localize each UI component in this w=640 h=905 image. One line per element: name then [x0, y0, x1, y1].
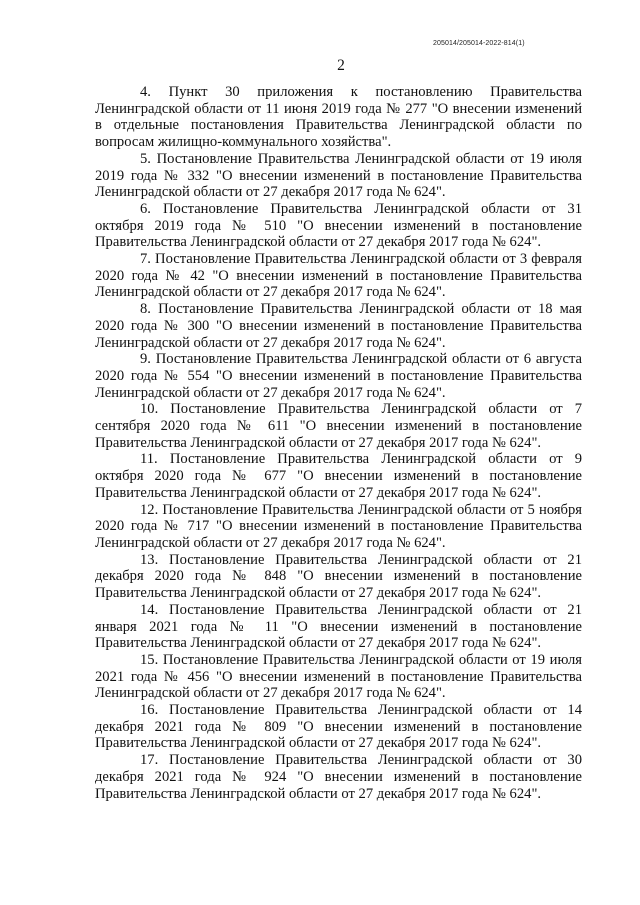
list-item: 11. Постановление Правительства Ленинградской области от 9 октября 2020 года № 677 "О внесении изменений в постановление Правительства Ленинградской области от 27 декабря 2017 года № 624".	[95, 451, 582, 501]
page-number: 2	[337, 57, 345, 74]
list-item: 16. Постановление Правительства Ленинградской области от 14 декабря 2021 года № 809 "О внесении изменений в постановление Правительства Ленинградской области от 27 декабря 2017 года № 624".	[95, 702, 582, 752]
list-item: 4. Пункт 30 приложения к постановлению Правительства Ленинградской области от 11 июня 2019 года № 277 "О внесении изменений в отдельные постановления Правительства Ленинградской области по вопросам жилищно-коммунального хозяйства".	[95, 84, 582, 151]
list-item: 15. Постановление Правительства Ленинградской области от 19 июля 2021 года № 456 "О внесении изменений в постановление Правительства Ленинградской области от 27 декабря 2017 года № 624".	[95, 651, 582, 702]
list-item: 9. Постановление Правительства Ленинградской области от 6 августа 2020 года № 554 "О внесении изменений в постановление Правительства Ленинградской области от 27 декабря 2017 года № 624".	[95, 351, 582, 401]
list-item: 7. Постановление Правительства Ленинградской области от 3 февраля 2020 года № 42 "О внесении изменений в постановление Правительства Ленинградской области от 27 декабря 2017 года № 624".	[95, 251, 582, 301]
list-item: 8. Постановление Правительства Ленинградской области от 18 мая 2020 года № 300 "О внесении изменений в постановление Правительства Ленинградской области от 27 декабря 2017 года № 624".	[95, 301, 582, 351]
list-item: 13. Постановление Правительства Ленинградской области от 21 декабря 2020 года № 848 "О внесении изменений в постановление Правительства Ленинградской области от 27 декабря 2017 года № 624".	[95, 551, 582, 602]
list-item: 5. Постановление Правительства Ленинградской области от 19 июля 2019 года № 332 "О внесении изменений в постановление Правительства Ленинградской области от 27 декабря 2017 года № 624".	[95, 150, 582, 201]
list-item: 14. Постановление Правительства Ленинградской области от 21 января 2021 года № 11 "О внесении изменений в постановление Правительства Ленинградской области от 27 декабря 2017 года № 624".	[95, 601, 582, 652]
list-item: 17. Постановление Правительства Ленинградской области от 30 декабря 2021 года № 924 "О внесении изменений в постановление Правительства Ленинградской области от 27 декабря 2017 года № 624".	[95, 752, 582, 802]
list-item: 10. Постановление Правительства Ленинградской области от 7 сентября 2020 года № 611 "О внесении изменений в постановление Правительства Ленинградской области от 27 декабря 2017 года № 624".	[95, 401, 582, 451]
list-item: 6. Постановление Правительства Ленинградской области от 31 октября 2019 года № 510 "О внесении изменений в постановление Правительства Ленинградской области от 27 декабря 2017 года № 624".	[95, 200, 582, 251]
document-code: 205014/205014-2022-814(1)	[433, 40, 525, 47]
document-body	[95, 84, 582, 802]
list-item: 12. Постановление Правительства Ленинградской области от 5 ноября 2020 года № 717 "О внесении изменений в постановление Правительства Ленинградской области от 27 декабря 2017 года № 624".	[95, 501, 582, 551]
